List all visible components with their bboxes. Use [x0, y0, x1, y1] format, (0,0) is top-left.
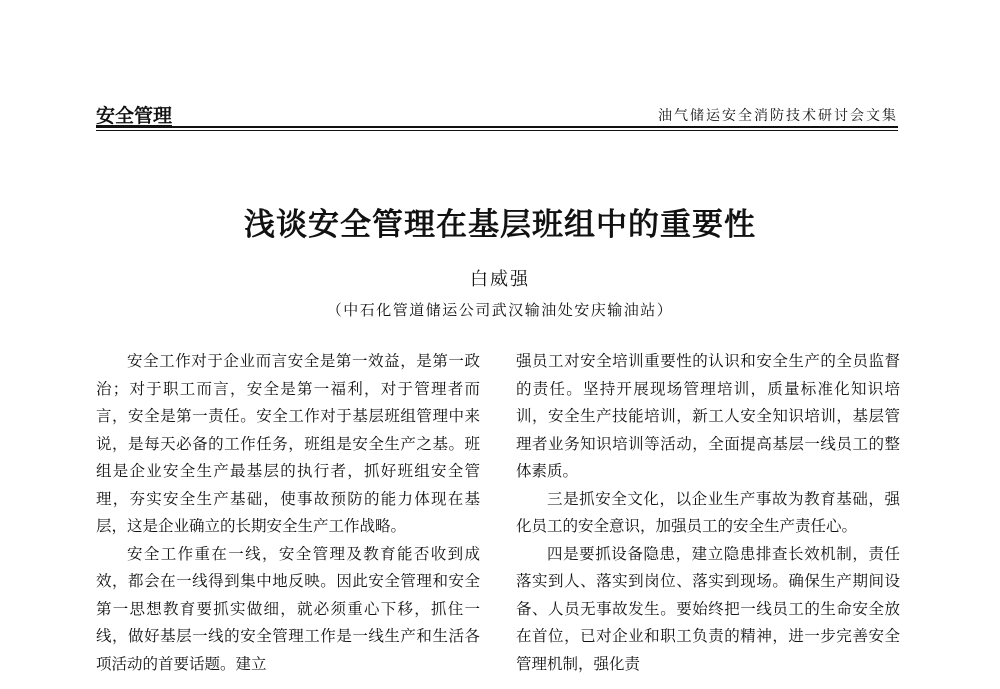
paragraph: 三是抓安全文化，以企业生产事故为教育基础，强化员工的安全意识，加强员工的安全生产责任心。: [516, 489, 900, 535]
article-author: 白威强: [470, 269, 530, 290]
paragraph: 安全工作对于企业而言安全是第一效益，是第一政治；对于职工而言，安全是第一福利，对于管理者而言，安全是第一责任。安全工作对于基层班组管理中来说，是每天必备的工作任务，班组是安全生产之基。班组是企业安全生产最基层的执行者，抓好班组安全管理，夯实安全生产基础，使事故预防的能力体现在基层，这是企业确立的长期安全生产工作战略。: [96, 352, 480, 535]
publication-title: 油气储运安全消防技术研讨会文集: [658, 108, 898, 124]
article-affiliation: （中石化管道储运公司武汉输油处安庆输油站）: [326, 301, 674, 319]
header-rule: [96, 126, 898, 128]
paragraph: 安全工作重在一线，安全管理及教育能否收到成效，都会在一线得到集中地反映。因此安全管理和安全第一思想教育要抓实做细，就必须重心下移，抓住一线，做好基层一线的安全管理工作是一线生产和生活各项活动的首要话题。建立: [96, 544, 480, 673]
left-column: [96, 348, 480, 678]
paragraph: 四是要抓设备隐患，建立隐患排查长效机制，责任落实到人、落实到岗位、落实到现场。确保生产期间设备、人员无事故发生。要始终把一线员工的生命安全放在首位，已对企业和职工负责的精神，进一步完善安全管理机制，强化责: [516, 544, 900, 673]
paragraph-continuation: 强员工对安全培训重要性的认识和安全生产的全员监督的责任。坚持开展现场管理培训，质量标准化知识培训，安全生产技能培训，新工人安全知识培训，基层管理者业务知识培训等活动，全面提高基层一线员工的整体素质。: [516, 352, 900, 480]
right-column: [516, 348, 900, 678]
header-rule-thin: [96, 130, 898, 131]
section-label: 安全管理: [96, 105, 173, 127]
article-title: 浅谈安全管理在基层班组中的重要性: [244, 207, 756, 243]
